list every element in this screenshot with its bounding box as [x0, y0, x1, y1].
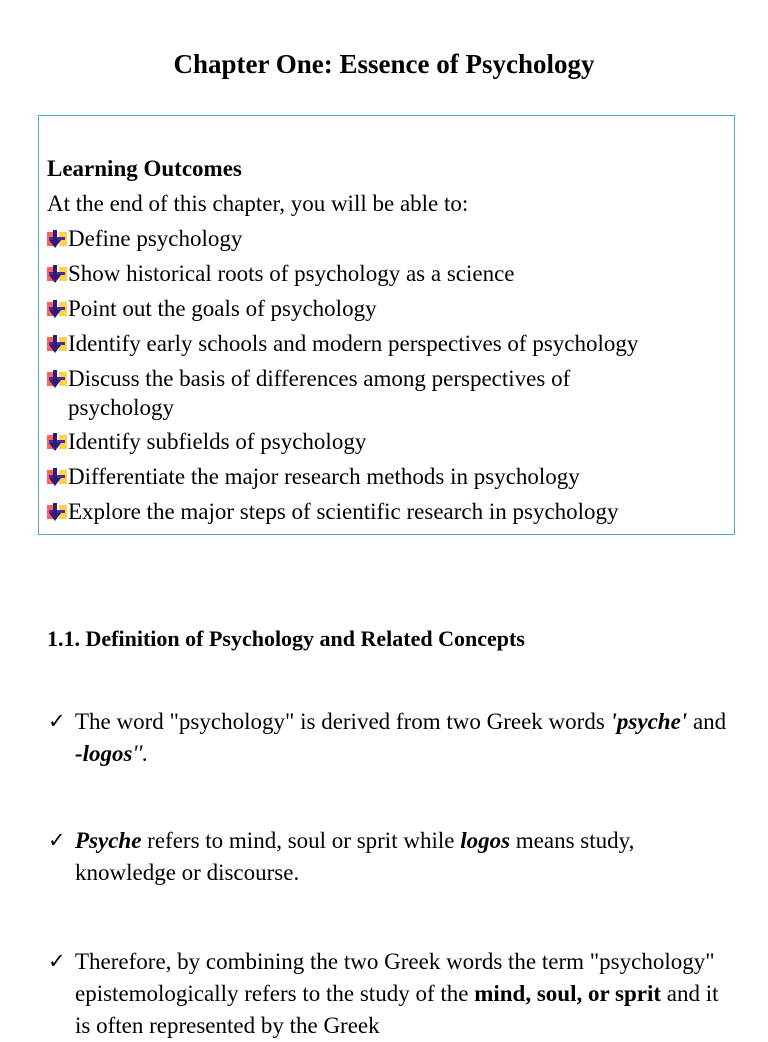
page-title: Chapter One: Essence of Psychology [173, 49, 595, 79]
emphasized-term: mind, soul, or sprit [474, 981, 662, 1006]
learning-outcomes-list [47, 224, 727, 532]
definition-point-2 [48, 825, 728, 889]
arrow-down-bullet-icon [47, 299, 67, 319]
point-text [48, 946, 728, 1042]
arrow-down-bullet-icon [47, 334, 67, 354]
outcome-text: Identify early schools and modern perspectives of psychology [68, 331, 639, 356]
learning-outcomes-heading: Learning Outcomes [47, 156, 242, 181]
list-item [47, 329, 727, 358]
text-segment: refers to mind, soul or sprit while [141, 828, 461, 853]
text-segment: and it is often represented by the Greek [75, 981, 719, 1038]
outcome-text: Show historical roots of psychology as a science [68, 261, 515, 286]
learning-outcomes-box [38, 115, 735, 535]
list-item [47, 462, 727, 491]
greek-term: Psyche [75, 828, 142, 853]
list-item [47, 294, 727, 323]
definition-point-3 [48, 946, 728, 1042]
checkmark-icon: ✓ [48, 709, 66, 733]
point-text [48, 706, 728, 770]
arrow-down-bullet-icon [47, 432, 67, 452]
text-segment: The word "psychology" is derived from two Greek words [75, 709, 611, 734]
text-segment: and [687, 709, 727, 734]
outcome-text: Point out the goals of psychology [68, 296, 377, 321]
list-item [47, 364, 727, 422]
list-item [47, 427, 727, 456]
text-segment: ''. [132, 741, 149, 766]
list-item [47, 497, 727, 526]
learning-outcomes-intro: At the end of this chapter, you will be able to: [47, 191, 469, 216]
point-text [48, 825, 728, 889]
greek-term: -logos [75, 741, 133, 766]
outcome-text: Identify subfields of psychology [68, 429, 367, 454]
arrow-down-bullet-icon [47, 369, 67, 389]
checkmark-icon: ✓ [48, 949, 66, 973]
arrow-down-bullet-icon [47, 264, 67, 284]
arrow-down-bullet-icon [47, 229, 67, 249]
list-item [47, 259, 727, 288]
outcome-text: Differentiate the major research methods in psychology [68, 464, 580, 489]
definition-point-1 [48, 706, 728, 770]
outcome-text: Discuss the basis of differences among perspectives of psychology [68, 366, 571, 420]
arrow-down-bullet-icon [47, 467, 67, 487]
outcome-text: Explore the major steps of scientific research in psychology [68, 499, 619, 524]
greek-term: 'psyche' [610, 709, 688, 734]
arrow-down-bullet-icon [47, 502, 67, 522]
section-heading: 1.1. Definition of Psychology and Related Concepts [47, 626, 525, 651]
checkmark-icon: ✓ [48, 828, 66, 852]
text-segment: means study, knowledge or discourse. [75, 828, 635, 885]
outcome-text: Define psychology [68, 226, 243, 251]
list-item [47, 224, 727, 253]
greek-term: logos [460, 828, 511, 853]
text-segment: Therefore, by combining the two Greek words the term "psychology" epistemologically refers to the study of the [75, 949, 715, 1006]
